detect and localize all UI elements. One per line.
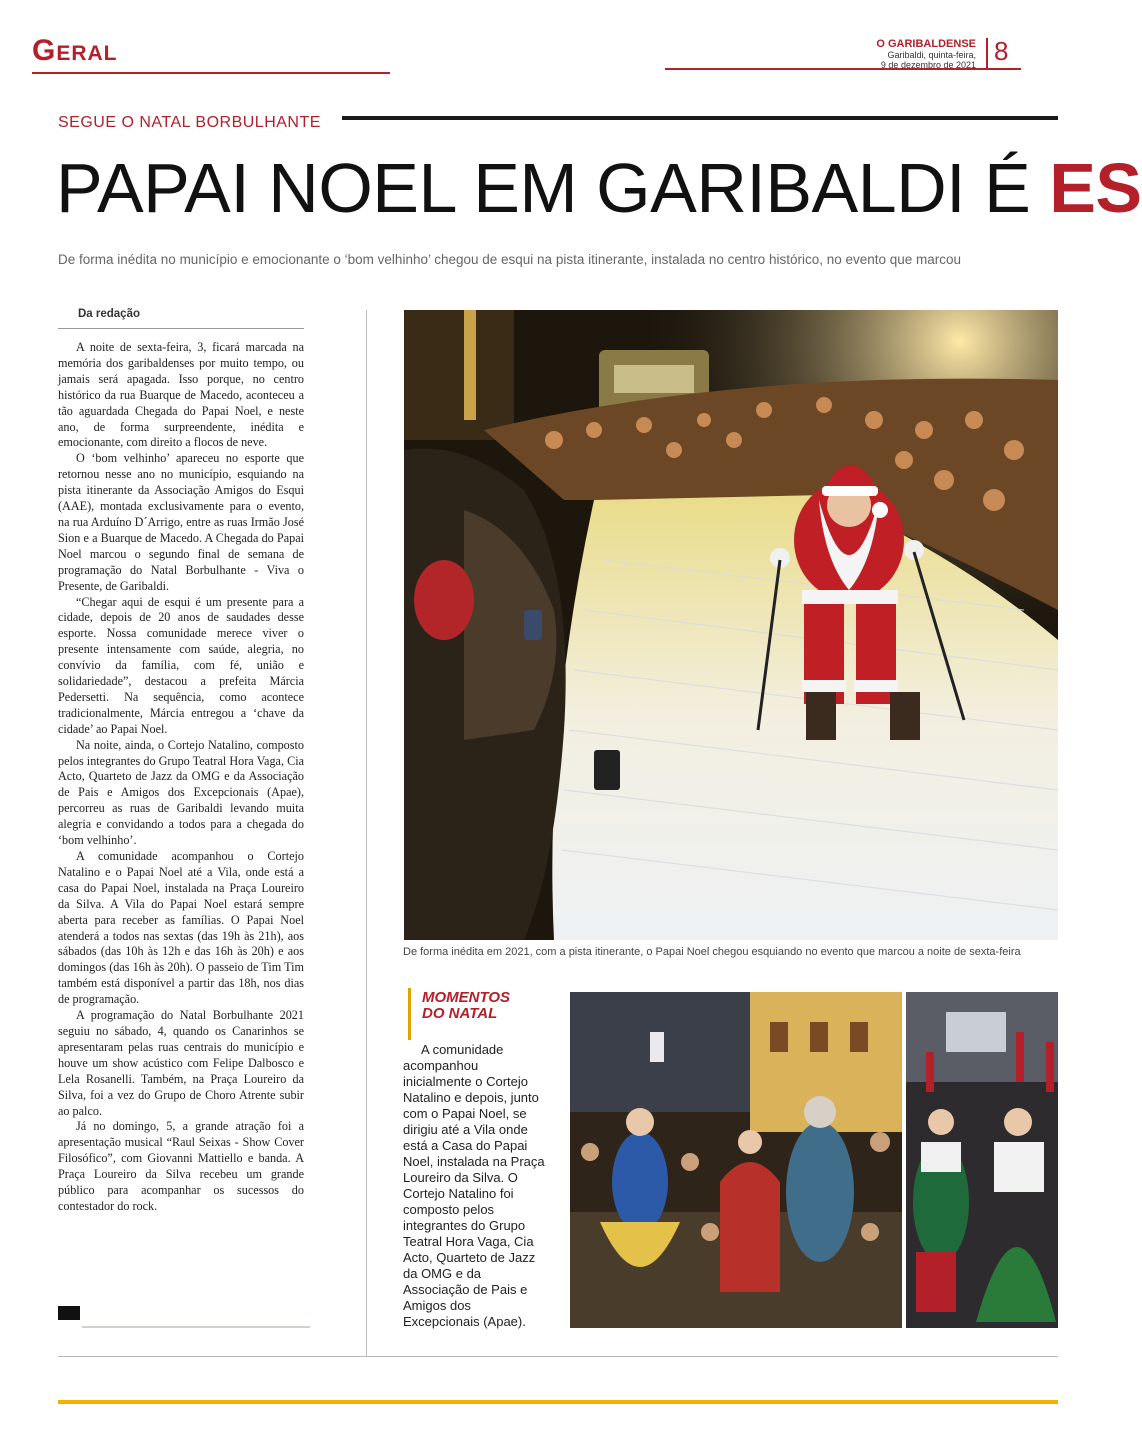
subheadline: De forma inédita no município e emocionante o ‘bom velhinho’ chegou de esqui na pista itinerante, instalada no centro histórico, no evento que marcou: [58, 252, 962, 267]
page-number-separator: [986, 38, 988, 68]
article-paragraph: “Chegar aqui de esqui é um presente para a cidade, depois de 20 anos de saudades desse esporte. Nossa comunidade merece viver o presente intensamente com saúde, alegria, no convívio da família, com fé, união e solidariedade”, destacou a prefeita Márcia Pedersetti. Na sequência, como acontece tradicionalmente, Márcia entregou a ‘chave da cidade’ ao Papai Noel.: [58, 594, 304, 736]
footer-rule: [58, 1400, 1058, 1404]
kicker-rule: [342, 116, 1058, 120]
article-paragraph: Na noite, ainda, o Cortejo Natalino, composto pelos integrantes do Grupo Teatral Hora Vaga, Cia Acto, Quarteto de Jazz da OMG e da Associação de Pais e Amigos dos Excepcionais (Apae), percorreu as ruas de Garibaldi levando muita alegria e convidando a todos para a chegada do ‘bom velhinho’.: [58, 737, 304, 848]
article-paragraph: O ‘bom velhinho’ apareceu no esporte que retornou nesse ano no município, esquiando na pista itinerante da Associação Amigos do Esqui (AAE), montada exclusivamente para o evento, na rua Arduíno D´Arrigo, entre as ruas Irmão José Sion e a Buarque de Macedo. A Chegada do Papai Noel marcou o segundo final de semana de programação do Natal Borbulhante - Viva o Presente, de Garibaldi.: [58, 451, 304, 593]
article-paragraph: A comunidade acompanhou o Cortejo Natalino e o Papai Noel até a Vila, onde está a casa do Papai Noel, instalada na Praça Loureiro da Silva. A Vila do Papai Noel estará sempre aberta para receber as famílias. O Papai Noel atenderá a todos nas sextas (das 19h às 21h), aos sábados (das 10h às 12h e das 16h às 20h) e aos domingos (das 16h às 20h). O passeio de Tim Tim também está disponível a partir das 18h, nos dias de programação.: [58, 849, 304, 1007]
kicker: SEGUE O NATAL BORBULHANTE: [58, 114, 321, 131]
parade-photo-left: [570, 992, 902, 1328]
date-line-2: 9 de dezembro de 2021: [880, 60, 976, 70]
sidebar-paragraph: A comunidade acompanhou inicialmente o Cortejo Natalino e depois, junto com o Papai Noel, se dirigiu até a Vila onde está a Casa do Papai Noel, instalada na Praça Loureiro da Silva. O Cortejo Natalino foi composto pelos integrantes do Grupo Teatral Hora Vaga, Cia Acto, Quarteto de Jazz da OMG e da Associação de Pais e Amigos dos Excepcionais (Apae).: [403, 1042, 545, 1329]
bottom-rule: [58, 1356, 1058, 1357]
column-divider: [366, 310, 367, 1356]
publication-date: [840, 50, 976, 70]
sidebar-title: [422, 990, 552, 1022]
main-photo-caption: De forma inédita em 2021, com a pista itinerante, o Papai Noel chegou esquiando no evento que marcou a noite de sexta-feira: [403, 946, 1021, 958]
section-title: Geral: [32, 34, 118, 67]
parade-illustration-left: [570, 992, 902, 1328]
sidebar-accent-bar: [408, 988, 411, 1040]
article-paragraph: Já no domingo, 5, a grande atração foi a apresentação musical “Raul Seixas - Show Cover Filosófico”, com Giovanni Mattiello e banda. A Praça Loureiro da Silva recebeu um grande público para acompanhar os sucessos do contestador do rock.: [58, 1119, 304, 1213]
headline-accent: ES: [1049, 149, 1142, 227]
newspaper-name: O GARIBALDENSE: [876, 38, 976, 50]
main-photo-santa-skiing: [404, 310, 1058, 940]
sidebar-title-line-1: MOMENTOS: [422, 989, 511, 1006]
date-line-1: Garibaldi, quinta-feira,: [887, 50, 976, 60]
parade-illustration-right: [906, 992, 1058, 1328]
sidebar-text: [403, 1042, 549, 1330]
article-end-rule: [82, 1326, 310, 1328]
article-paragraph: A noite de sexta-feira, 3, ficará marcada na memória dos garibaldenses por muito tempo, ou jamais será apagada. Isso porque, no centro histórico da rua Buarque de Macedo, aconteceu a tão aguardada Chegada do Papai Noel, e neste ano, de forma surpreendente, inédita e emocionante, com direito a flocos de neve.: [58, 340, 304, 450]
header-rule-left: [32, 72, 390, 74]
headline-main: PAPAI NOEL EM GARIBALDI É: [56, 149, 1050, 227]
headline: [56, 148, 1142, 228]
santa-skiing-illustration: [404, 310, 1058, 940]
byline-rule: [58, 328, 304, 329]
article-paragraph: A programação do Natal Borbulhante 2021 seguiu no sábado, 4, quando os Canarinhos se apresentaram pelas ruas centrais do município e houve um show acústico com Felipe Dalbosco e Lela Rosanelli. Também, na Praça Loureiro da Silva, foi a vez do Grupo de Choro Atrente subir ao palco.: [58, 1008, 304, 1118]
byline: Da redação: [78, 308, 141, 320]
sidebar-title-line-2: DO NATAL: [422, 1005, 498, 1022]
article-end-mark: [58, 1306, 80, 1320]
parade-photo-right: [906, 992, 1058, 1328]
page-number: 8: [994, 36, 1009, 66]
article-body: [58, 340, 304, 1215]
